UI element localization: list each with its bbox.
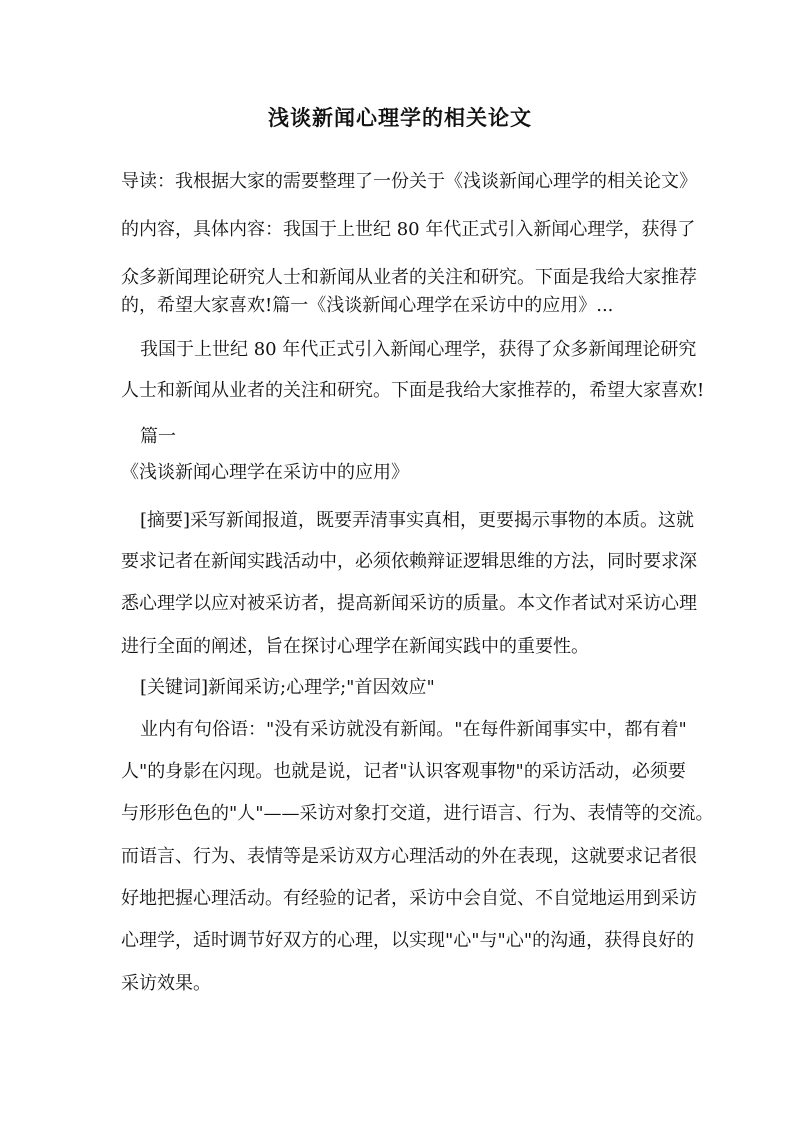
abstract-line-2: 要求记者在新闻实践活动中，必须依赖辩证逻辑思维的方法，同时要求深	[121, 551, 697, 572]
abstract-line-3: 悉心理学以应对被采访者，提高新闻采访的质量。本文作者试对采访心理	[121, 593, 697, 614]
body-line-5: 我国于上世纪 80 年代正式引入新闻心理学，获得了众多新闻理论研究	[140, 339, 697, 360]
body-line-2: 的内容，具体内容：我国于上世纪 80 年代正式引入新闻心理学，获得了	[121, 219, 696, 240]
body-para-line-5: 好地把握心理活动。有经验的记者，采访中会自觉、不自觉地运用到采访	[121, 888, 697, 909]
abstract-line-1: [摘要]采写新闻报道，既要弄清事实真相，更要揭示事物的本质。这就	[140, 510, 695, 531]
abstract-line-4: 进行全面的阐述，旨在探讨心理学在新闻实践中的重要性。	[121, 636, 589, 657]
body-para-line-6: 心理学，适时调节好双方的心理，以实现"心"与"心"的沟通，获得良好的	[121, 930, 695, 951]
body-para-line-3: 与形形色色的"人"——采访对象打交道，进行语言、行为、表情等的交流。	[121, 803, 714, 824]
article-title-line: 《浅谈新闻心理学在采访中的应用》	[121, 462, 409, 483]
body-line-6: 人士和新闻从业者的关注和研究。下面是我给大家推荐的，希望大家喜欢!	[121, 380, 705, 401]
body-line-3: 众多新闻理论研究人士和新闻从业者的关注和研究。下面是我给大家推荐	[121, 267, 697, 288]
body-para-line-1: 业内有句俗语："没有采访就没有新闻。"在每件新闻事实中，都有着"	[140, 719, 687, 740]
keywords-line: [关键词]新闻采访;心理学;"首因效应"	[140, 677, 435, 698]
body-para-line-4: 而语言、行为、表情等是采访双方心理活动的外在表现，这就要求记者很	[121, 846, 697, 867]
section-heading-pian-yi: 篇一	[140, 426, 176, 447]
body-para-line-2: 人"的身影在闪现。也就是说，记者"认识客观事物"的采访活动，必须要	[121, 761, 686, 782]
body-para-line-7: 采访效果。	[121, 973, 211, 994]
body-line-1: 导读：我根据大家的需要整理了一份关于《浅谈新闻心理学的相关论文》	[121, 171, 697, 192]
document-title: 浅谈新闻心理学的相关论文	[268, 105, 532, 130]
body-line-4: 的，希望大家喜欢!篇一《浅谈新闻心理学在采访中的应用》...	[121, 295, 614, 316]
